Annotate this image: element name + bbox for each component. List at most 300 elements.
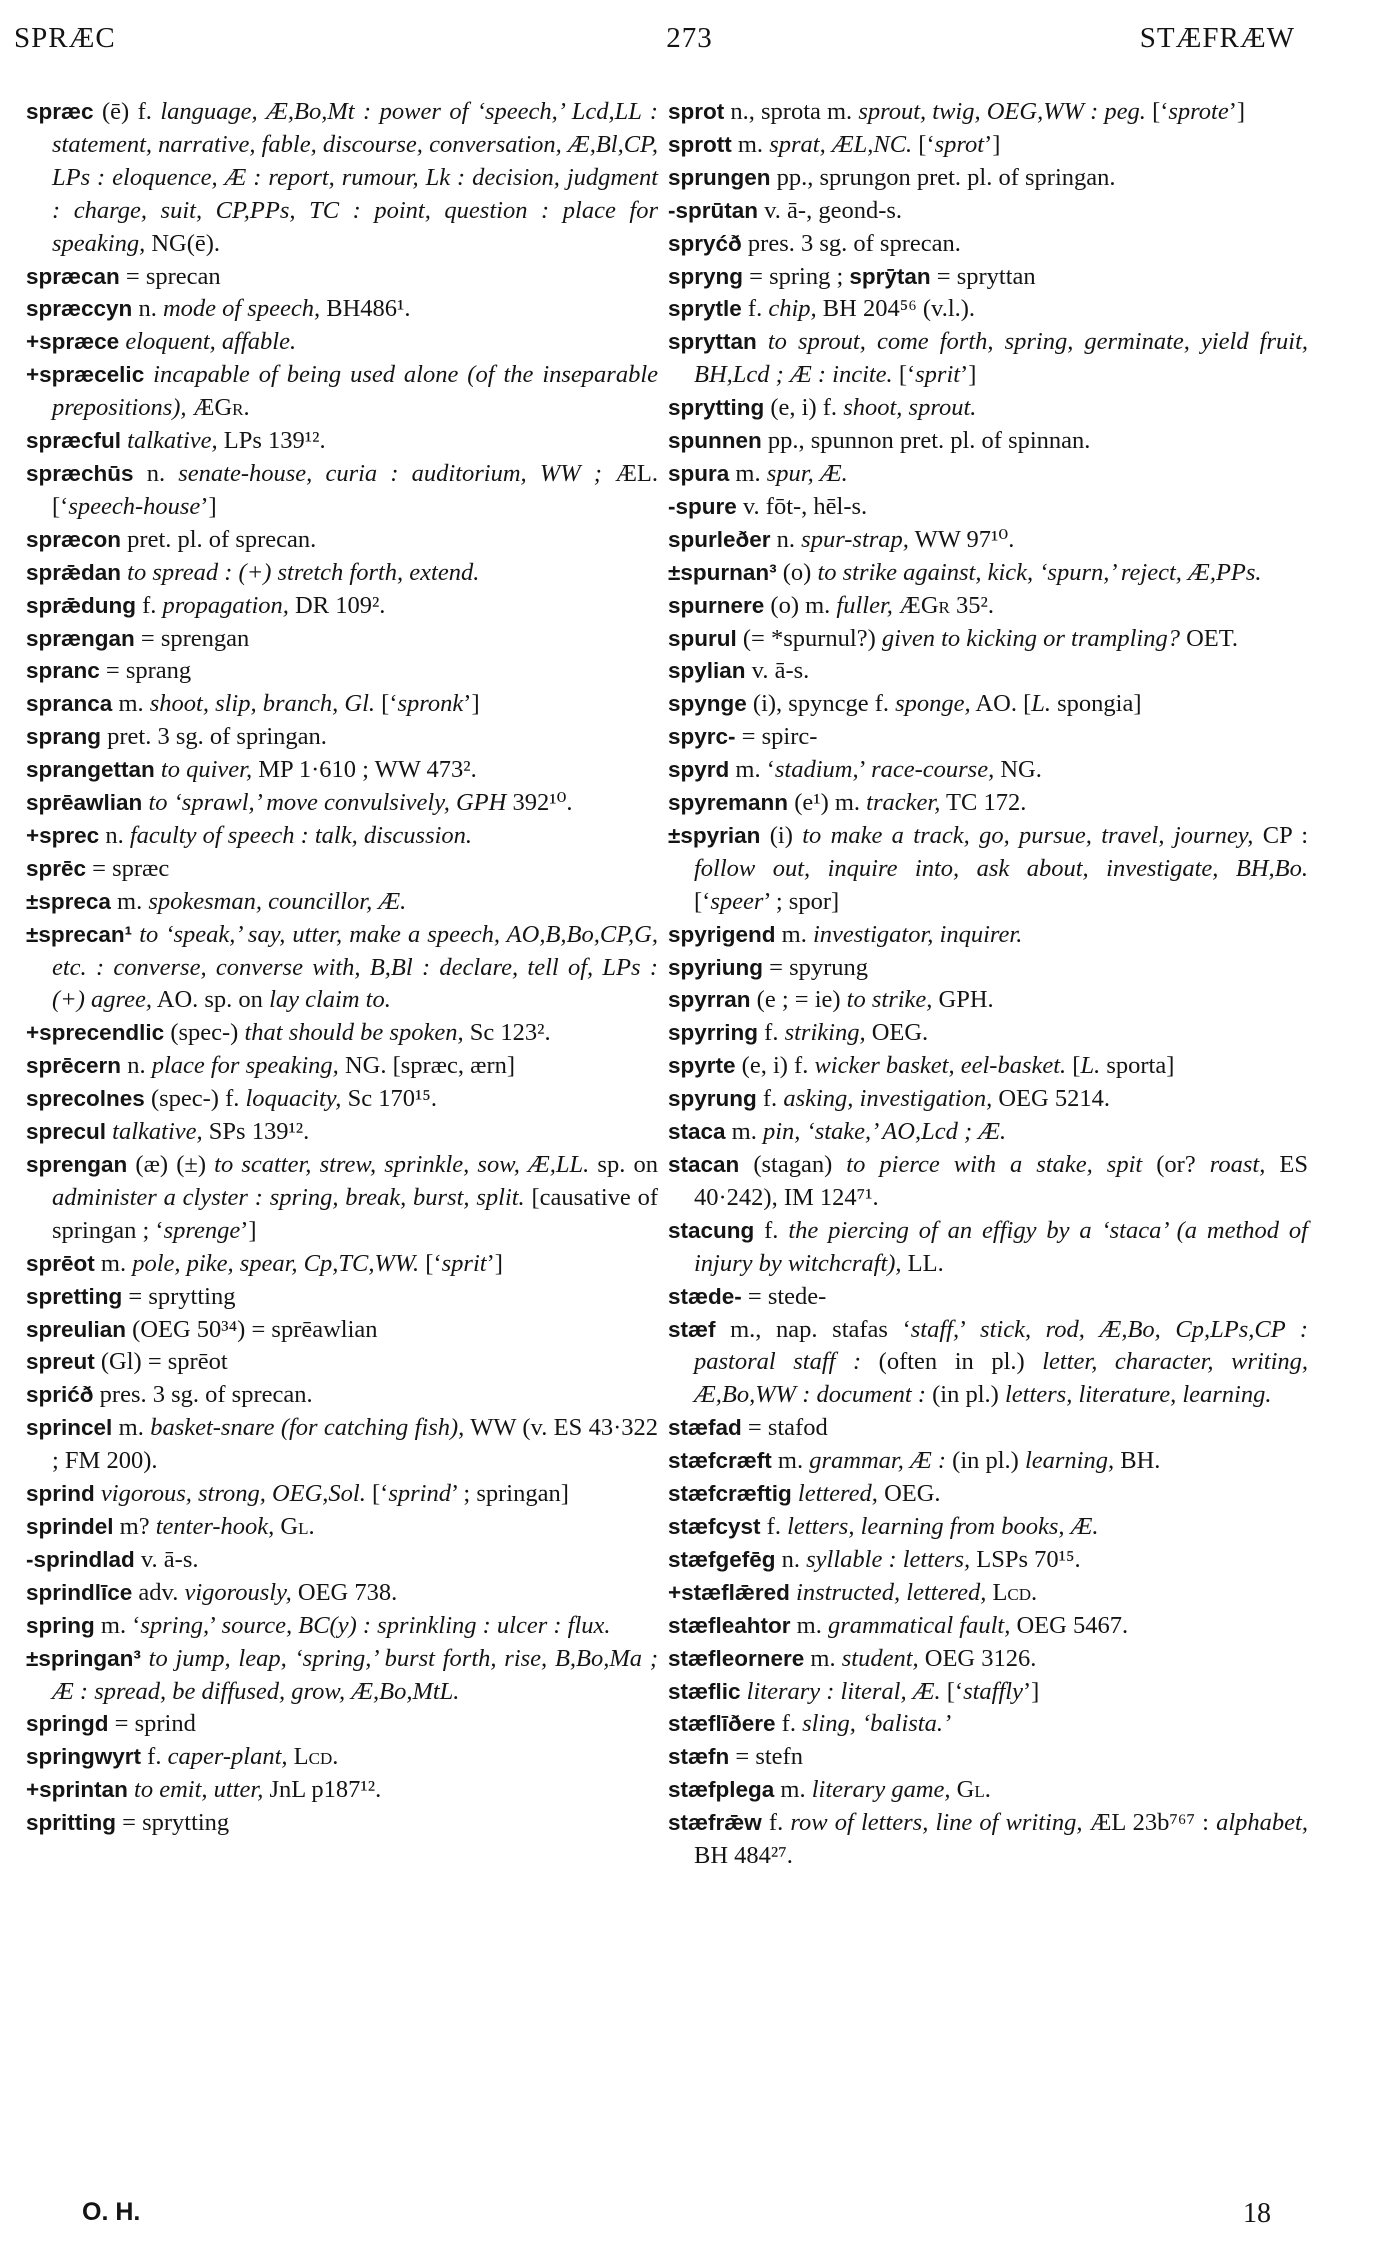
headword: spræccyn (26, 296, 133, 322)
definition-text: tracker, (866, 789, 941, 817)
dictionary-entry (26, 886, 658, 919)
headword: spyrigend (668, 921, 776, 947)
entry-text: m. (771, 1447, 810, 1475)
dictionary-entry (668, 425, 1308, 458)
entry-text: (e¹) m. (788, 789, 867, 817)
entry-text: pres. 3 sg. of sprecan. (741, 229, 961, 257)
headword: spræcan (26, 263, 120, 289)
entry-text: f. (761, 1809, 791, 1837)
entry-text: LL. (901, 1249, 944, 1277)
dictionary-entry (668, 1511, 1308, 1544)
definition-text: to quiver, (160, 756, 253, 784)
dictionary-entry (668, 919, 1308, 952)
entry-text: = stafod (741, 1414, 828, 1442)
definition-text: L. (1080, 1052, 1101, 1080)
definition-text: stadium, (774, 756, 859, 784)
dictionary-entry (668, 1116, 1308, 1149)
headword: stæfad (668, 1415, 742, 1441)
entry-text: WW 97¹⁰. (908, 525, 1015, 553)
entry-text: [‘ (694, 887, 711, 915)
dictionary-entry (26, 261, 658, 294)
headword: spring (26, 1612, 95, 1638)
entry-text: (Gl) = sprēot (94, 1348, 228, 1376)
dictionary-entry (26, 1050, 658, 1083)
headword: stæde- (668, 1283, 742, 1309)
entry-text (141, 1645, 149, 1672)
dictionary-entry (668, 820, 1308, 919)
entry-text: LPs 139¹². (217, 427, 326, 455)
headword: sprecul (26, 1119, 107, 1145)
dictionary-entry (26, 1314, 658, 1347)
dictionary-entry (26, 425, 658, 458)
definition-text: instructed, lettered, (796, 1578, 987, 1606)
definition-text: letters, literature, learning. (1004, 1381, 1272, 1409)
entry-text: spongia] (1051, 690, 1142, 718)
definition-text: language, Æ,Bo,Mt : power of ‘speech,’ Lcd,LL : statement, narrative, fable, discourse, conversation, Æ,Bl,CP, LPs : eloquence, Æ : report, rumour, Lk : decision, judgment : charge, suit, CP,PPs, TC : point, question : place for speaking, (52, 98, 658, 257)
entry-text: pret. 3 sg. of springan. (101, 723, 327, 751)
headword: sprangettan (26, 757, 155, 783)
definition-text: to sprout, come forth, spring, germinate, yield fruit, BH,Lcd ; Æ : incite. (694, 328, 1308, 389)
entry-text: m. (804, 1644, 842, 1672)
dictionary-entry (26, 655, 658, 688)
headword: sprēot (26, 1250, 95, 1276)
headword: +sprintan (26, 1777, 128, 1803)
source-abbrev: ÆGr. (192, 394, 250, 422)
entry-text: (spec-) f. (144, 1085, 246, 1113)
headword: ±spyrian (668, 822, 761, 848)
headword: spranc (26, 658, 100, 684)
entry-text: AO. sp. on (151, 986, 270, 1014)
dictionary-entry (26, 1511, 658, 1544)
source-abbrev: Gl. (280, 1512, 315, 1540)
definition-text: investigator, inquirer. (812, 920, 1023, 948)
definition-text: eloquent, affable. (125, 328, 297, 356)
entry-text: ’] (240, 1216, 257, 1244)
dictionary-entry (668, 1050, 1308, 1083)
headword: spynge (668, 691, 747, 717)
definition-text: letters, learning from books, Æ. (787, 1512, 1099, 1540)
definition-text: lay claim to. (269, 986, 391, 1014)
dictionary-entry (26, 359, 658, 425)
definition-text: follow out, inquire into, ask about, investigate, BH,Bo. (694, 854, 1308, 882)
headword: stacung (668, 1217, 755, 1243)
dictionary-entry (26, 326, 658, 359)
dictionary-entry (668, 1577, 1308, 1610)
definition-text: that should be spoken, (244, 1019, 464, 1047)
headword: spyrc- (668, 724, 736, 750)
source-abbrev: Gl. (956, 1776, 991, 1804)
left-column (26, 96, 658, 1840)
definition-text: sprout, twig, OEG,WW : peg. (858, 98, 1146, 125)
entry-text: BH. (1114, 1447, 1161, 1475)
entry-text: ’ ; springan] (450, 1480, 569, 1508)
definition-text: to make a track, go, pursue, travel, journey, (802, 821, 1254, 849)
headword: sprengan (26, 1152, 128, 1177)
signature-number: 18 (1243, 2198, 1271, 2229)
definition-text: lettered, (797, 1480, 878, 1508)
dictionary-entry (26, 853, 658, 886)
headword: sprind (26, 1481, 95, 1507)
entry-text: m. (112, 690, 150, 718)
dictionary-entry (26, 458, 658, 524)
dictionary-entry (26, 754, 658, 787)
entry-text: m? (113, 1512, 156, 1540)
dictionary-entry (668, 524, 1308, 557)
entry-text: pp., sprungon pret. pl. of springan. (770, 163, 1116, 191)
entry-text: (stagan) (739, 1151, 847, 1178)
dictionary-entry (668, 1215, 1308, 1281)
headword: stæfrǣw (668, 1810, 762, 1836)
definition-text: source, BC(y) : sprinkling : ulcer : flux. (221, 1611, 611, 1639)
entry-text: SPs 139¹². (202, 1118, 310, 1146)
entry-text: m. (775, 920, 813, 948)
dictionary-entry (26, 1577, 658, 1610)
dictionary-entry (26, 623, 658, 656)
source-abbrev: Lcd. (992, 1578, 1038, 1606)
entry-text: BH 484²⁷. (694, 1842, 793, 1870)
definition-text: to ‘sprawl,’ move convulsively, GPH (148, 789, 507, 817)
headword: spyrd (668, 757, 730, 783)
entry-text: GPH. (932, 986, 994, 1014)
entry-text: AO. [ (970, 690, 1032, 718)
entry-text: adv. (132, 1578, 185, 1606)
entry-text: m. (94, 1249, 133, 1277)
entry-text: pret. pl. of sprecan. (121, 525, 317, 553)
running-head-left: SPRÆC (14, 22, 116, 54)
definition-text: administer a clyster : spring, break, burst, split. (52, 1183, 525, 1211)
headword: stæflic (668, 1678, 741, 1704)
dictionary-entry (26, 820, 658, 853)
dictionary-entry (26, 557, 658, 590)
definition-text: row of letters, line of writing, (790, 1809, 1083, 1837)
entry-text: 35². (949, 591, 994, 619)
entry-text: f. (775, 1710, 803, 1738)
headword: spreulian (26, 1316, 127, 1342)
headword: spreut (26, 1349, 95, 1375)
headword: stæf (668, 1316, 716, 1342)
signature-mark: O. H. (82, 2198, 141, 2226)
headword: +sprec (26, 822, 100, 848)
dictionary-entry (668, 1314, 1308, 1413)
dictionary-entry (26, 1708, 658, 1741)
definition-text: vigorously, (184, 1578, 292, 1606)
definition-text: to scatter, strew, sprinkle, sow, Æ,LL. (214, 1151, 590, 1178)
entry-text: n., sprota m. (724, 98, 859, 125)
entry-text: = stefn (729, 1743, 803, 1771)
dictionary-entry (26, 524, 658, 557)
dictionary-entry (668, 491, 1308, 524)
headword: sprēc (26, 855, 87, 881)
headword: stacan (668, 1152, 740, 1177)
dictionary-entry (668, 1412, 1308, 1445)
entry-text: sp. on (589, 1151, 658, 1178)
entry-text: ’ (959, 1315, 981, 1343)
headword: spurnere (668, 592, 765, 618)
entry-text: [ (1066, 1052, 1081, 1080)
entry-text: m. (725, 1118, 763, 1146)
dictionary-entry (26, 1741, 658, 1774)
definition-text: caper-plant, (167, 1743, 288, 1771)
headword: spyriung (668, 954, 764, 980)
entry-text: OEG 738. (291, 1578, 398, 1606)
headword: sprecolnes (26, 1086, 145, 1112)
definition-text: to strike, (846, 986, 933, 1014)
headword: sprindel (26, 1513, 114, 1539)
dictionary-entry (668, 952, 1308, 985)
headword: spretting (26, 1283, 123, 1309)
headword: sprǣdung (26, 592, 136, 618)
dictionary-entry (668, 293, 1308, 326)
entry-text: n. (775, 1545, 807, 1573)
entry-text: Sc 170¹⁵. (341, 1085, 437, 1113)
dictionary-entry (26, 1412, 658, 1478)
headword: sprȳtan (849, 263, 931, 289)
definition-text: loquacity, (245, 1085, 342, 1113)
definition-text: given to kicking or trampling? (881, 624, 1180, 652)
headword: sprićð (26, 1382, 94, 1408)
entry-text (757, 328, 768, 355)
definition-text: to strike against, kick, ‘spurn,’ reject, Æ,PPs. (817, 558, 1262, 586)
entry-text: (in pl.) (926, 1381, 1005, 1409)
definition-text: speer (710, 887, 764, 915)
headword: staca (668, 1119, 726, 1145)
dictionary-entry (668, 984, 1308, 1017)
dictionary-entry (668, 1774, 1308, 1807)
headword: stæflīðere (668, 1711, 776, 1737)
headword: spyrran (668, 987, 751, 1013)
headword: sprot (668, 99, 725, 124)
dictionary-entry (668, 162, 1308, 195)
headword: spryćð (668, 230, 742, 256)
definition-text: sprit (441, 1249, 487, 1277)
source-abbrev: ÆGr (899, 591, 950, 619)
dictionary-entry (26, 721, 658, 754)
definition-text: to spread : (+) stretch forth, extend. (127, 558, 480, 586)
headword: ±spreca (26, 888, 111, 914)
dictionary-entry (26, 1017, 658, 1050)
dictionary-entry (668, 655, 1308, 688)
definition-text: letter, character, writing, Æ,Bo,WW : document : (694, 1348, 1308, 1409)
headword: spræc (26, 99, 94, 124)
headword: sprott (668, 131, 732, 157)
entry-text: m. (790, 1611, 828, 1639)
headword: stæfcræft (668, 1448, 772, 1474)
dictionary-entry (26, 293, 658, 326)
headword: sprang (26, 724, 102, 750)
dictionary-entry (26, 1346, 658, 1379)
dictionary-entry (26, 1149, 658, 1248)
entry-text: = spring ; (743, 262, 850, 290)
entry-text: (o) (776, 558, 818, 586)
dictionary-entry (26, 1116, 658, 1149)
definition-text: sprenge (163, 1216, 241, 1244)
definition-text: sprind (388, 1480, 451, 1508)
dictionary-entry (668, 688, 1308, 721)
definition-text: grammar, Æ : (809, 1447, 947, 1475)
entry-text: (or? (1142, 1151, 1210, 1178)
headword: spranca (26, 691, 113, 717)
dictionary-entry (668, 1544, 1308, 1577)
headword: sprǣdan (26, 559, 122, 585)
headword: +spræcelic (26, 362, 145, 388)
entry-text: m. (729, 459, 767, 487)
headword: spurleðer (668, 526, 771, 552)
entry-text: pp., spunnon pret. pl. of spinnan. (761, 427, 1091, 455)
entry-text: = sprang (99, 657, 192, 685)
definition-text: mode of speech, (162, 295, 321, 323)
definition-text: striking, (784, 1019, 866, 1047)
headword: sprytle (668, 296, 742, 322)
entry-text: m. ‘ (94, 1611, 141, 1639)
definition-text: incapable of being used alone (of the inseparable prepositions), (52, 361, 659, 422)
definition-text: learning, (1024, 1447, 1115, 1475)
definition-text: to jump, leap, ‘spring,’ burst forth, rise, B,Bo,Ma ; Æ : spread, be diffused, grow, Æ,Bo,MtL. (52, 1644, 658, 1705)
entry-text: = spyrung (763, 953, 869, 981)
entry-text: [‘ (912, 130, 935, 158)
dictionary-entry (26, 1083, 658, 1116)
entry-text: [‘ (419, 1249, 442, 1277)
headword: spyrung (668, 1086, 757, 1112)
headword: springwyrt (26, 1744, 142, 1770)
definition-text: grammatical fault, (827, 1611, 1011, 1639)
headword: -sprūtan (668, 197, 758, 223)
dictionary-entry (26, 787, 658, 820)
definition-text: wicker basket, eel-basket. (814, 1052, 1067, 1080)
definition-text: pin, ‘stake,’ AO,Lcd ; Æ. (762, 1118, 1007, 1146)
entry-text: Sc 123². (463, 1019, 551, 1047)
entry-text: f. (756, 1085, 784, 1113)
dictionary-entry (668, 1741, 1308, 1774)
definition-text: to ‘speak,’ say, utter, make a speech, AO,B,Bo,CP,G, etc. : converse, converse with, B,Bl : declare, tell of, LPs : (+) agree, (52, 920, 658, 1014)
headword: sprytting (668, 395, 765, 421)
headword: spræcon (26, 526, 122, 552)
entry-text: n. (99, 821, 130, 849)
headword: spryttan (668, 329, 757, 355)
entry-text: ’] (1022, 1677, 1040, 1705)
headword: +spræce (26, 329, 120, 355)
entry-text: TC 172. (940, 789, 1027, 817)
headword: sprēcern (26, 1053, 122, 1079)
dictionary-entry (668, 96, 1308, 129)
headword: stæfgefēg (668, 1546, 776, 1572)
definition-text: sponge, (895, 690, 971, 718)
definition-text: spur, Æ. (766, 459, 848, 487)
definition-text: chip, (768, 295, 817, 323)
definition-text: sprit (915, 361, 961, 389)
definition-text: roast, (1209, 1151, 1266, 1178)
definition-text: spring, (140, 1611, 210, 1639)
dictionary-entry (26, 1774, 658, 1807)
entry-text: n. (132, 295, 163, 323)
definition-text: pole, pike, spear, Cp,TC,WW. (132, 1249, 420, 1277)
dictionary-entry (668, 129, 1308, 162)
headword: ±springan³ (26, 1645, 141, 1671)
definition-text: tenter-hook, (155, 1512, 275, 1540)
entry-text: (æ) (±) (127, 1151, 215, 1178)
entry-text: (often in pl.) (861, 1348, 1043, 1376)
headword: +stæflǣred (668, 1579, 790, 1605)
entry-text: = sprytting (116, 1809, 230, 1837)
headword: stæfcræftig (668, 1481, 792, 1507)
entry-text: (ē) f. (93, 98, 161, 125)
definition-text: senate-house, curia : auditorium, WW ; (178, 459, 602, 487)
dictionary-entry (668, 1083, 1308, 1116)
entry-text: f. (141, 1743, 168, 1771)
definition-text: to emit, utter, (134, 1776, 264, 1804)
entry-text: f. (754, 1216, 789, 1244)
entry-text: (o) m. (764, 591, 837, 619)
dictionary-entry (26, 96, 658, 261)
definition-text: fuller, (836, 591, 893, 619)
definition-text: to pierce with a stake, spit (846, 1151, 1143, 1178)
entry-text: = spræc (86, 854, 170, 882)
entry-text: f. (758, 1019, 785, 1047)
entry-text: ’] (984, 130, 1001, 158)
definition-text: syllable : letters, (806, 1545, 971, 1573)
entry-text: OEG 5467. (1010, 1611, 1129, 1639)
entry-text: ’] (1228, 98, 1246, 125)
headword: stæfplega (668, 1777, 775, 1803)
entry-text: 392¹⁰. (506, 789, 573, 817)
dictionary-entry (668, 1281, 1308, 1314)
headword: +sprecendlic (26, 1020, 165, 1046)
headword: sprungen (668, 164, 771, 190)
entry-text: [‘ (365, 1480, 389, 1508)
headword: spunnen (668, 428, 762, 454)
entry-text: = sprytting (122, 1282, 236, 1310)
headword: stæfcyst (668, 1513, 761, 1539)
entry-text: v. ā-s. (745, 657, 810, 685)
dictionary-entry (26, 1610, 658, 1643)
entry-text: ’] (200, 492, 217, 520)
definition-text: speech-house (68, 492, 201, 520)
headword: sprincel (26, 1415, 113, 1441)
dictionary-entry (668, 754, 1308, 787)
definition-text: student, (841, 1644, 919, 1672)
definition-text: shoot, sprout. (843, 394, 977, 422)
dictionary-entry (26, 919, 658, 1018)
definition-text: propagation, (162, 591, 289, 619)
dictionary-entry (26, 1379, 658, 1412)
dictionary-entry (668, 1149, 1308, 1215)
entry-text: DR 109². (288, 591, 386, 619)
headword: sprēawlian (26, 790, 143, 816)
entry-text: ÆL. [‘ (52, 459, 659, 520)
dictionary-entry (668, 721, 1308, 754)
dictionary-entry (668, 1610, 1308, 1643)
headword: spylian (668, 658, 746, 684)
headword: spyrte (668, 1053, 736, 1079)
definition-text: literary : literal, Æ. (746, 1677, 941, 1705)
definition-text: shoot, slip, branch, Gl. (149, 690, 376, 718)
dictionary-entry (668, 326, 1308, 392)
entry-text: ÆL 23b⁷⁶⁷ : (1082, 1809, 1217, 1837)
definition-text: faculty of speech : talk, discussion. (129, 821, 473, 849)
entry-text: m. (112, 1414, 151, 1442)
dictionary-entry (26, 1807, 658, 1840)
dictionary-entry (668, 1708, 1308, 1741)
headword: spryng (668, 263, 744, 289)
source-abbrev: Lcd. (293, 1743, 339, 1771)
entry-text: (e, i) f. (764, 394, 844, 422)
entry-text: m. (110, 887, 149, 915)
entry-text: OEG 3126. (918, 1644, 1037, 1672)
dictionary-entry (668, 1445, 1308, 1478)
headword: sprængan (26, 625, 135, 651)
entry-text: f. (136, 591, 163, 619)
definition-text: sprat, ÆL,NC. (769, 130, 913, 158)
definition-text: the piercing of an effigy by a ‘staca’ (a method of injury by witchcraft), (694, 1216, 1308, 1277)
